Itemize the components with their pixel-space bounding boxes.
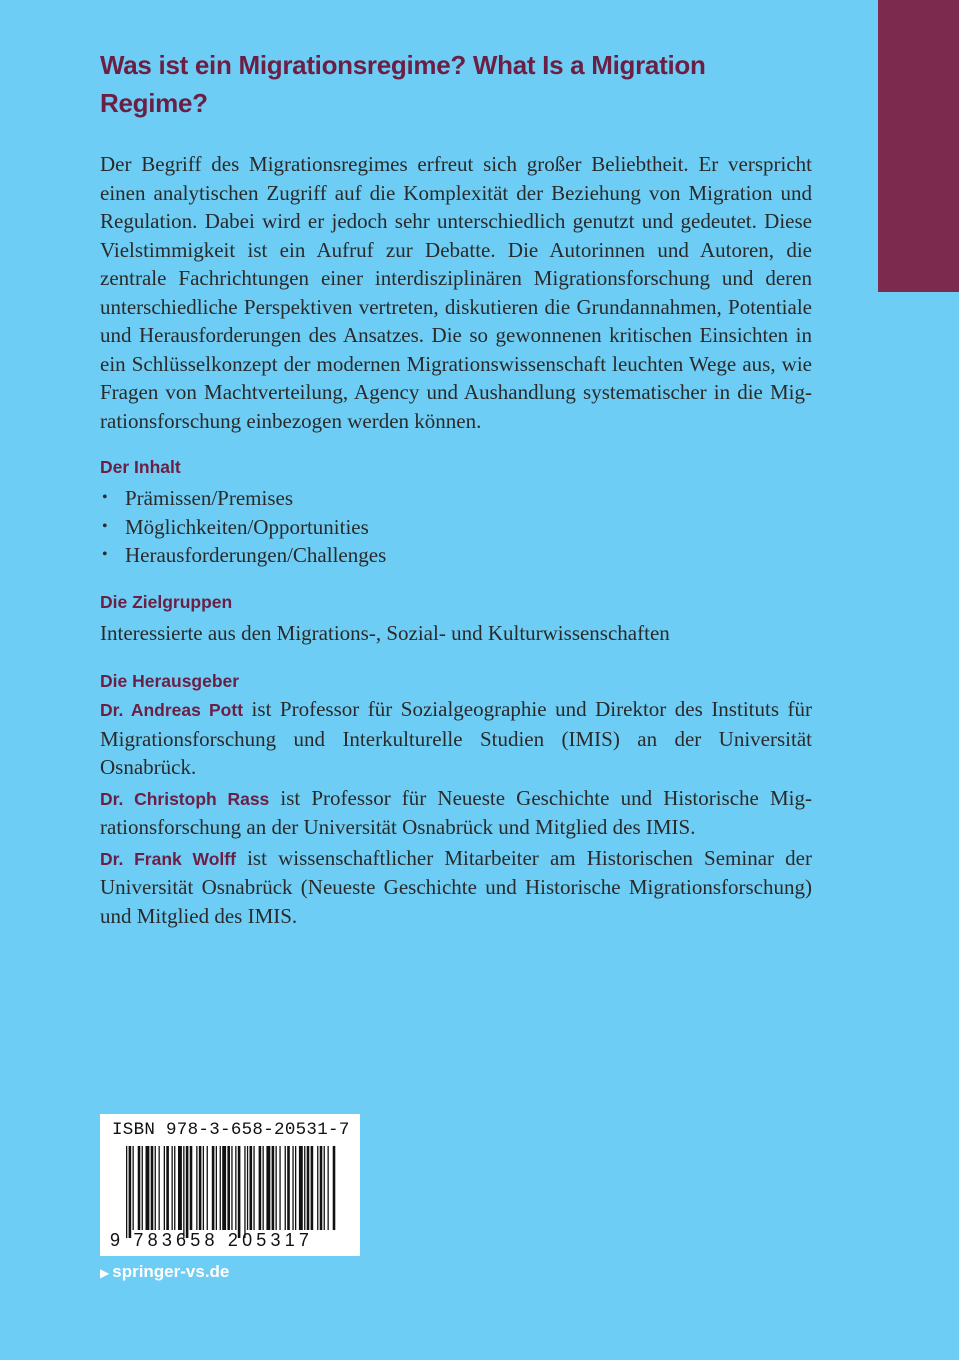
barcode-bar — [159, 1146, 160, 1230]
barcode-bar — [151, 1146, 154, 1230]
barcode-bar — [146, 1146, 150, 1230]
barcode-bar — [142, 1146, 143, 1230]
barcode-bar — [311, 1146, 314, 1230]
contents-heading: Der Inhalt — [100, 457, 181, 477]
contents-list — [100, 484, 812, 570]
barcode-bar — [220, 1146, 221, 1230]
list-item-text: Möglichkeiten/Opportunities — [125, 514, 369, 539]
barcode-bar — [199, 1146, 202, 1230]
barcode-bar — [295, 1146, 296, 1230]
barcode-bar — [244, 1146, 245, 1238]
bullet-icon: • — [102, 517, 108, 535]
barcode-bar — [129, 1146, 132, 1238]
barcode-bar — [328, 1146, 329, 1230]
bullet-icon: • — [102, 489, 108, 506]
back-cover-content — [100, 46, 812, 930]
bullet-icon: • — [102, 546, 108, 563]
barcode-bar — [333, 1146, 336, 1230]
barcode-digits: 9 783658 205317 — [110, 1230, 314, 1250]
barcode-bar — [203, 1146, 204, 1230]
barcode-bar — [259, 1146, 262, 1230]
barcode-bar — [272, 1146, 275, 1230]
barcode-bar — [172, 1146, 173, 1230]
barcode-bar — [126, 1146, 127, 1238]
color-tab — [878, 0, 959, 292]
barcode-bar — [231, 1146, 232, 1230]
editor-name: Dr. Christoph Rass — [100, 788, 270, 809]
barcode-bar — [222, 1146, 226, 1230]
barcode-bar — [212, 1146, 215, 1230]
list-item-text: Prämissen/Premises — [125, 486, 293, 510]
barcode-bar — [307, 1146, 310, 1230]
barcode-bar — [235, 1146, 236, 1230]
editor-bio — [100, 844, 812, 931]
barcode-bar — [320, 1146, 323, 1230]
barcode-bar — [266, 1146, 270, 1230]
barcode-bar — [299, 1146, 303, 1230]
barcode-bar — [238, 1146, 241, 1238]
barcode-bar — [166, 1146, 169, 1230]
barcode-bar — [174, 1146, 175, 1230]
arrow-right-icon: ▶ — [100, 1266, 110, 1280]
publisher-website[interactable] — [100, 1262, 229, 1282]
list-item-text: Herausforderungen/Challenges — [125, 543, 387, 567]
barcode-bar — [155, 1146, 156, 1230]
barcode-bar — [263, 1146, 264, 1230]
barcode-bar — [133, 1146, 134, 1230]
list-item — [100, 484, 812, 513]
barcode-bar — [227, 1146, 230, 1230]
editors-heading: Die Herausgeber — [100, 671, 240, 691]
blurb-paragraph: Der Begriff des Migrationsregimes erfreut sich großer Beliebtheit. Er verspricht einen analytischen Zugriff auf die Komplexität der Beziehung von Migration und Regulation. Dabei wird er jedoch sehr unterschiedlich genutzt und gedeutet. Diese Vielstimmigkeit ist ein Aufruf zur Debatte. Die Autorinnen und Autoren, die zentrale Fachrichtungen einer interdisziplinären Migrationsforschung und deren unterschiedliche Perspektiven vertreten, diskutieren die Grundannahmen, Potentiale und Herausforderungen des Ansatzes. Die so gewonnenen kritischen Einsichten in ein Schlüsselkonzept der modernen Migrationswissenschaft leuchten Wege aus, wie Fragen von Machtverteilung, Agency und Aushandlung systematischer in die Migrationsforschung einbezogen werden können. — [100, 152, 812, 433]
barcode-bar — [250, 1146, 253, 1230]
list-item — [100, 513, 812, 542]
barcode-bar — [276, 1146, 277, 1230]
barcode-bar — [190, 1146, 193, 1230]
barcode-bar — [253, 1146, 254, 1230]
editor-name: Dr. Frank Wolff — [100, 848, 236, 869]
barcode-bar — [186, 1146, 189, 1238]
book-title: Was ist ein Migrationsregime? What Is a Migration Regime? — [100, 50, 706, 118]
barcode-bar — [196, 1146, 197, 1230]
editor-description: ist Professor für Neueste Geschichte und Historische Migrationsforschung an der Universität Osnabrück und Mitglied des IMIS. — [100, 785, 812, 839]
barcode-bar — [178, 1146, 182, 1230]
editor-bio — [100, 695, 812, 782]
barcode-bars — [126, 1146, 338, 1238]
barcode-bar — [324, 1146, 325, 1230]
barcode-bar — [287, 1146, 290, 1230]
barcode-bar — [317, 1146, 318, 1230]
list-item — [100, 541, 812, 570]
barcode-bar — [285, 1146, 286, 1230]
barcode-bar — [207, 1146, 208, 1230]
audience-heading: Die Zielgruppen — [100, 591, 233, 612]
barcode-bar — [304, 1146, 305, 1230]
isbn-barcode — [100, 1114, 360, 1256]
barcode-bar — [138, 1146, 141, 1230]
website-text: springer-vs.de — [112, 1262, 230, 1281]
barcode-bar — [216, 1146, 217, 1230]
isbn-label: ISBN 978-3-658-20531-7 — [112, 1120, 350, 1140]
editor-description: ist Professor für Sozialgeographie und Direktor des Instituts für Migrationsforschung und Interkulturelle Studien (IMIS) an der Universität Osnabrück. — [100, 697, 813, 779]
audience-text: Interessierte aus den Migrations-, Sozial- und Kulturwissenschaften — [100, 620, 670, 645]
barcode-bar — [279, 1146, 280, 1230]
editor-description: ist wissenschaftlicher Mitarbeiter am Historischen Seminar der Universität Osnabrück (Neueste Geschichte und Historische Migrationsforschung) und Mitglied des IMIS. — [100, 845, 812, 928]
editor-name: Dr. Andreas Pott — [100, 700, 244, 720]
editor-bio — [100, 784, 812, 842]
barcode-bar — [183, 1146, 184, 1238]
barcode-bar — [292, 1146, 293, 1230]
barcode-bar — [164, 1146, 165, 1230]
barcode-bar — [247, 1146, 248, 1230]
